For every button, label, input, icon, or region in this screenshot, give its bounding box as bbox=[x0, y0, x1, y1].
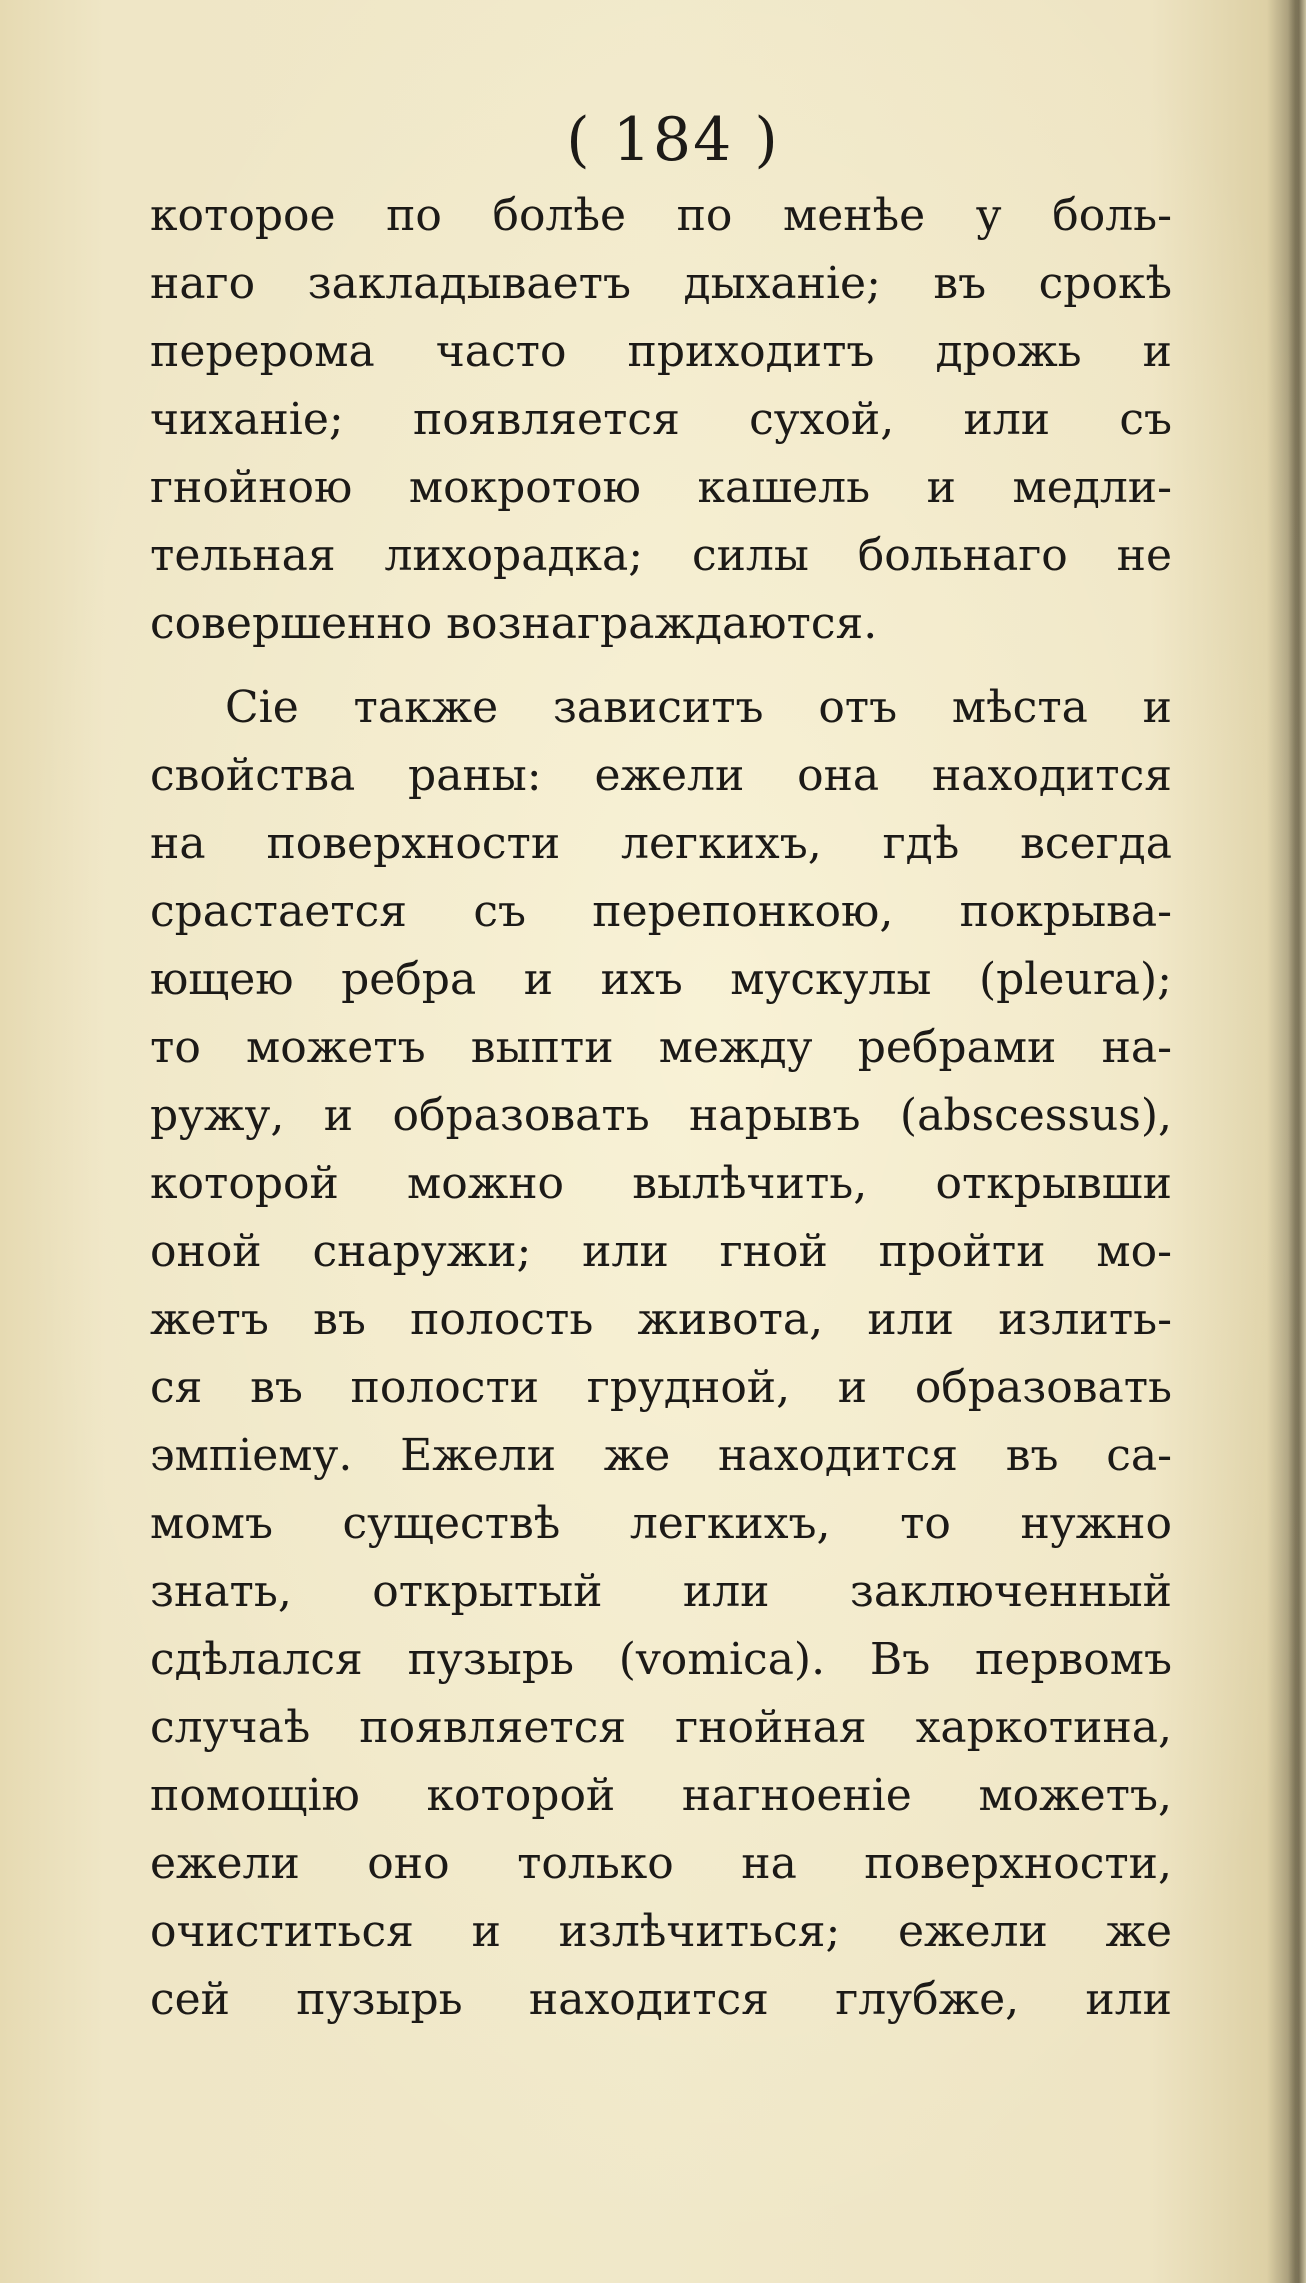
paragraph-1 bbox=[150, 182, 1172, 658]
text-line: помощію которой нагноеніе можетъ, bbox=[150, 1770, 1172, 1821]
text-line: наго закладываетъ дыханіе; въ срокѣ bbox=[150, 258, 1172, 309]
text-line: ружу, и образовать нарывъ (abscessus), bbox=[150, 1090, 1172, 1141]
text-line: перерома часто приходитъ дрожь и bbox=[150, 326, 1172, 377]
text-line: ежели оно только на поверхности, bbox=[150, 1838, 1172, 1889]
paragraph-2 bbox=[150, 674, 1172, 2034]
page-text bbox=[150, 182, 1172, 2034]
text-line: очиститься и излѣчиться; ежели же bbox=[150, 1906, 1172, 1957]
text-line: то можетъ выпти между ребрами на- bbox=[150, 1022, 1172, 1073]
text-line: ся въ полости грудной, и образовать bbox=[150, 1362, 1172, 1413]
text-line: оной снаружи; или гной пройти мо- bbox=[150, 1226, 1172, 1277]
text-line: Сіе также зависитъ отъ мѣста и bbox=[225, 682, 1172, 733]
text-line: тельная лихорадка; силы больнаго не bbox=[150, 530, 1172, 581]
text-line: эмпіему. Ежели же находится въ са- bbox=[150, 1430, 1172, 1481]
text-line: свойства раны: ежели она находится bbox=[150, 750, 1172, 801]
text-line: случаѣ появляется гнойная харкотина, bbox=[150, 1702, 1172, 1753]
text-line: гнойною мокротою кашель и медли- bbox=[150, 462, 1172, 513]
text-line: которой можно вылѣчить, открывши bbox=[150, 1158, 1172, 1209]
page-edge-shadow bbox=[1288, 0, 1306, 2283]
page-number: ( 184 ) bbox=[566, 105, 780, 175]
text-line: момъ существѣ легкихъ, то нужно bbox=[150, 1498, 1172, 1549]
text-line: знать, открытый или заключенный bbox=[150, 1566, 1172, 1617]
text-line: на поверхности легкихъ, гдѣ всегда bbox=[150, 818, 1172, 869]
text-line: чиханіе; появляется сухой, или съ bbox=[150, 394, 1172, 445]
text-line: совершенно вознаграждаются. bbox=[150, 598, 878, 649]
text-line: сдѣлался пузырь (vomica). Въ первомъ bbox=[150, 1634, 1172, 1685]
text-line: ющею ребра и ихъ мускулы (pleura); bbox=[150, 954, 1172, 1005]
text-line: жетъ въ полость живота, или излить- bbox=[150, 1294, 1172, 1345]
text-line: сей пузырь находится глубже, или bbox=[150, 1974, 1172, 2025]
text-line: которое по болѣе по менѣе у боль- bbox=[150, 190, 1172, 241]
text-line: срастается съ перепонкою, покрыва- bbox=[150, 886, 1172, 937]
